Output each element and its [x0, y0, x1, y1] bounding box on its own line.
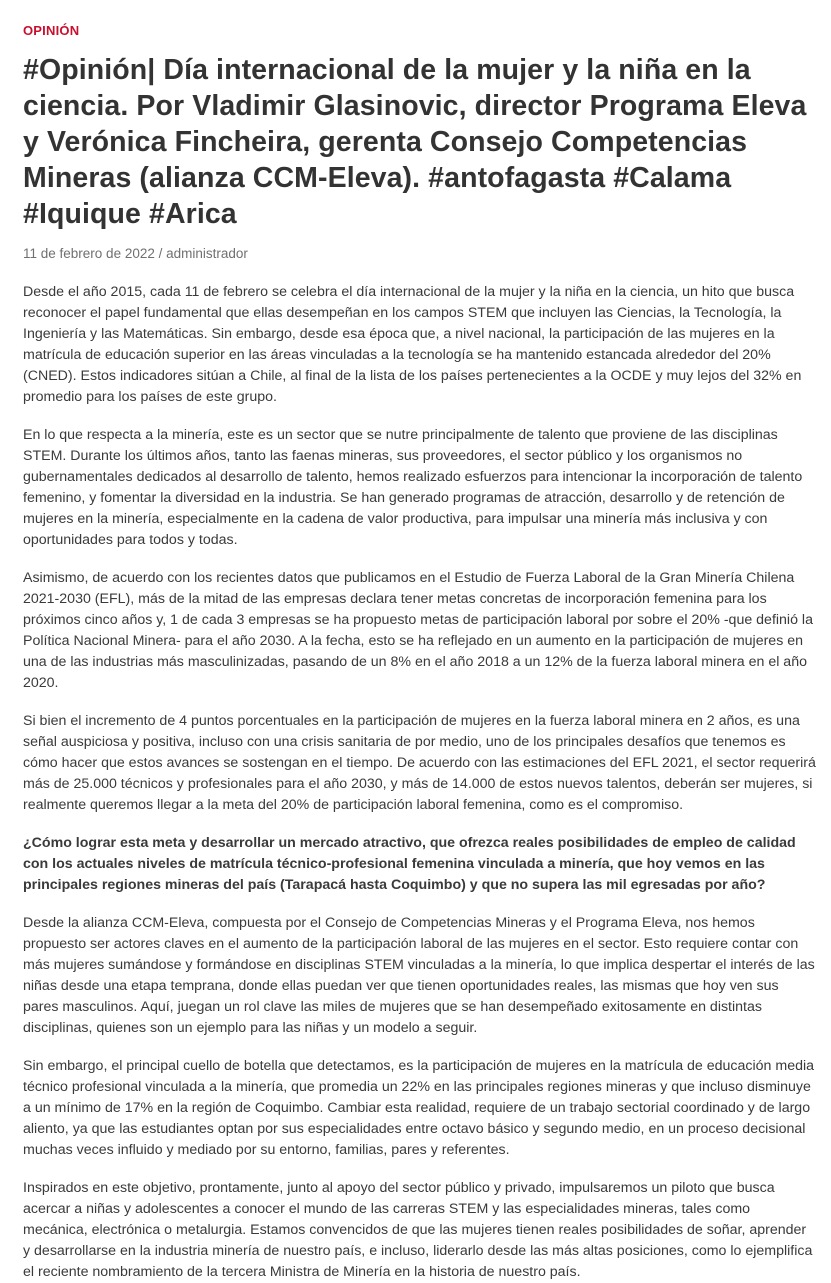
paragraph: En lo que respecta a la minería, este es un sector que se nutre principalmente de talento que proviene de las disciplinas STEM. Durante los últimos años, tanto las faenas mineras, sus proveedores, el sector público y los organismos no gubernamentales dedicados al desarrollo de talento, hemos realizado esfuerzos para intencionar la incorporación de talento femenino, y fomentar la diversidad en la industria. Se han generado programas de atracción, desarrollo y de retención de mujeres en la minería, especialmente en la cadena de valor productiva, para impulsar una minería más inclusiva y con oportunidades para todos y todas. [23, 427, 803, 548]
paragraph: Sin embargo, el principal cuello de botella que detectamos, es la participación de mujeres en la matrícula de educación media técnico profesional vinculada a la minería, que promedia un 22% en las principales regiones mineras y que incluso disminuye a un mínimo de 17% en la región de Coquimbo. Cambiar esta realidad, requiere de un trabajo sectorial coordinado y de largo aliento, ya que las estudiantes optan por sus especialidades entre octavo básico y segundo medio, en un proceso decisional muchas veces influido y mediado por su entorno, familias, pares y referentes. [23, 1058, 815, 1158]
article-title: #Opinión| Día internacional de la mujer y la niña en la ciencia. Por Vladimir Glasinovic, director Programa Eleva y Verónica Fincheira, gerenta Consejo Competencias Mineras (alianza CCM-Eleva). #antofagasta #Calama #Iquique #Arica [23, 54, 807, 230]
post-meta [23, 245, 817, 263]
paragraph: Asimismo, de acuerdo con los recientes datos que publicamos en el Estudio de Fuerza Laboral de la Gran Minería Chilena 2021-2030 (EFL), más de la mitad de las empresas declara tener metas concretas de incorporación femenina para los próximos cinco años y, 1 de cada 3 empresas se ha propuesto metas de participación laboral por sobre el 20% -que definió la Política Nacional Minera- para el año 2030. A la fecha, esto se ha reflejado en un aumento en la participación de mujeres en una de las industrias más masculinizadas, pasando de un 8% en el año 2018 a un 12% de la fuerza laboral minera en el año 2020. [23, 570, 813, 691]
paragraph: Si bien el incremento de 4 puntos porcentuales en la participación de mujeres en la fuerza laboral minera en 2 años, es una señal auspiciosa y positiva, incluso con una crisis sanitaria de por medio, uno de los principales desafíos que tenemos es cómo hacer que estos avances se sostengan en el tiempo. De acuerdo con las estimaciones del EFL 2021, el sector requerirá más de 25.000 técnicos y profesionales para el año 2030, y más de 14.000 de estos nuevos talentos, deberán ser mujeres, si realmente queremos llegar a la meta del 20% de participación laboral femenina, como es el compromiso. [23, 713, 816, 813]
meta-separator: / [154, 246, 167, 261]
author-link[interactable]: administrador [166, 246, 248, 261]
category-link[interactable]: OPINIÓN [23, 23, 80, 38]
highlight-question: ¿Cómo lograr esta meta y desarrollar un mercado atractivo, que ofrezca reales posibilidades de empleo de calidad con los actuales niveles de matrícula técnico-profesional femenina vinculada a minería, que hoy vemos en las principales regiones mineras del país (Tarapacá hasta Coquimbo) y que no supera las mil egresadas por año? [23, 835, 796, 893]
article-content [23, 282, 817, 1283]
paragraph: Inspirados en este objetivo, prontamente, junto al apoyo del sector público y privado, impulsaremos un piloto que busca acercar a niñas y adolescentes a conocer el mundo de las carreras STEM y las especialidades mineras, tales como mecánica, electrónica o metalurgia. Estamos convencidos de que las mujeres tienen reales posibilidades de soñar, aprender y desarrollarse en la industria minería de nuestro país, e incluso, liderarlo desde las más altas posiciones, como lo ejemplifica el reciente nombramiento de la tercera Ministra de Minería en la historia de nuestro país. [23, 1180, 813, 1280]
paragraph: Desde el año 2015, cada 11 de febrero se celebra el día internacional de la mujer y la niña en la ciencia, un hito que busca reconocer el papel fundamental que ellas desempeñan en los campos STEM que incluyen las Ciencias, la Tecnología, la Ingeniería y las Matemáticas. Sin embargo, desde esa época que, a nivel nacional, la participación de las mujeres en la matrícula de educación superior en las áreas vinculadas a la tecnología se ha mantenido estancada alrededor del 20% (CNED). Estos indicadores sitúan a Chile, al final de la lista de los países pertenecientes a la OCDE y muy lejos del 32% en promedio para los países de este grupo. [23, 284, 802, 405]
post-date: 11 de febrero de 2022 [23, 246, 155, 261]
paragraph: Desde la alianza CCM-Eleva, compuesta por el Consejo de Competencias Mineras y el Programa Eleva, nos hemos propuesto ser actores claves en el aumento de la participación laboral de las mujeres en el sector. Esto requiere contar con más mujeres sumándose y formándose en disciplinas STEM vinculadas a la minería, lo que implica despertar el interés de las niñas desde una etapa temprana, donde ellas puedan ver que tienen oportunidades reales, las mismas que hoy ven sus pares masculinos. Aquí, juegan un rol clave las miles de mujeres que se han desempeñado exitosamente en distintas disciplinas, quienes son un ejemplo para las niñas y un modelo a seguir. [23, 915, 815, 1036]
